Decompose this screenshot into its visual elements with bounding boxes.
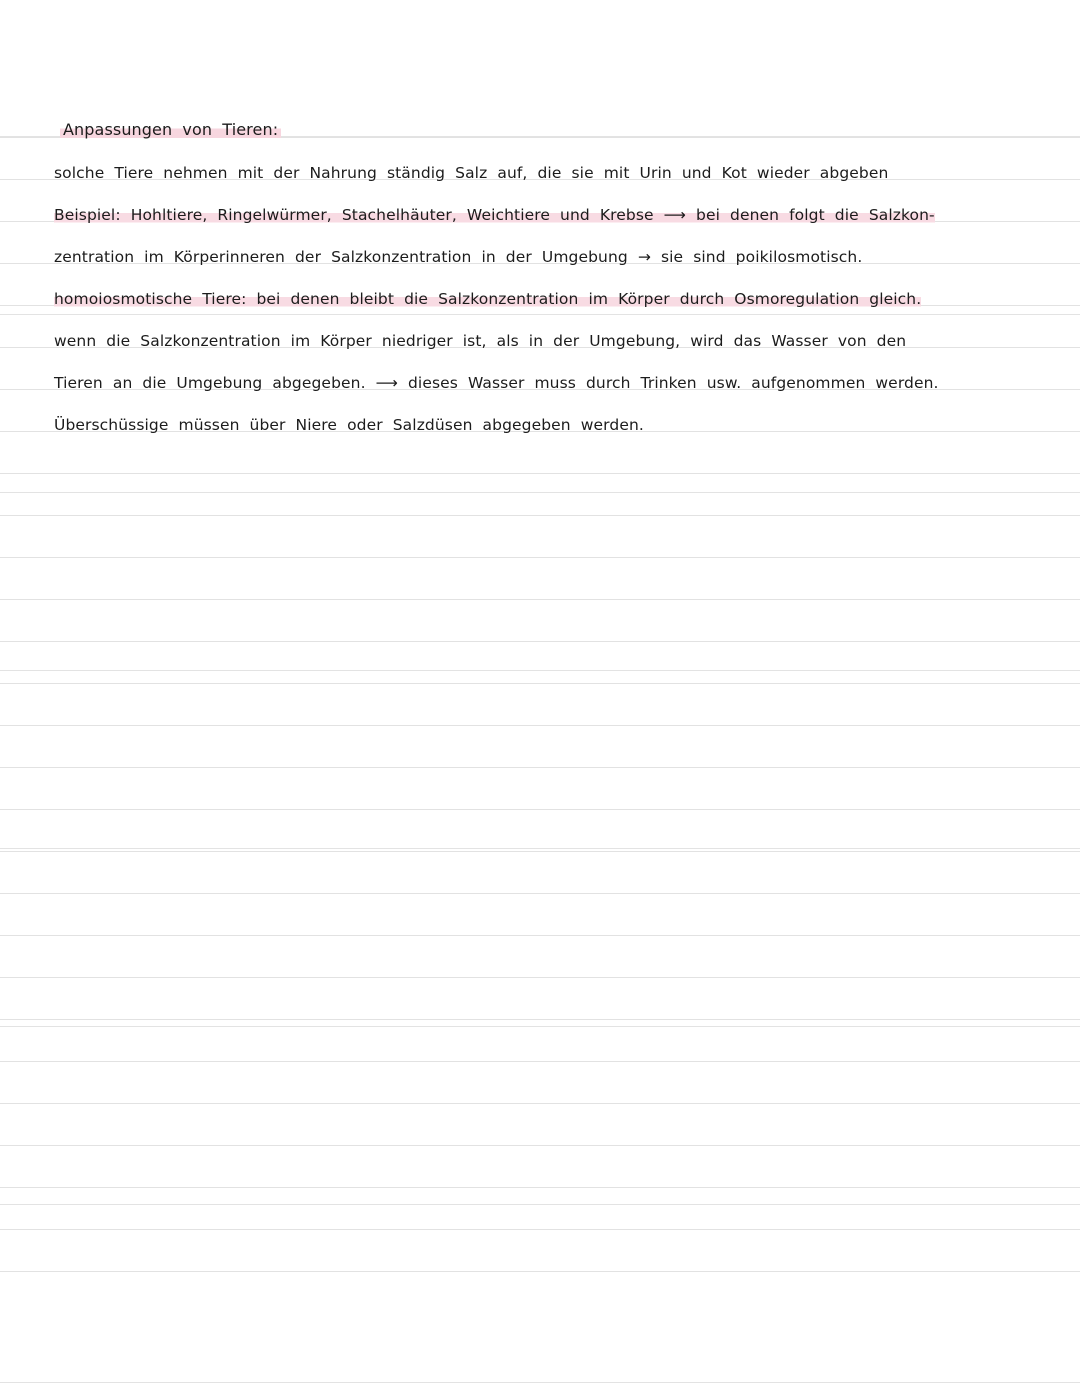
note-heading [60, 120, 1050, 140]
note-line-6: Tieren an die Umgebung abgegeben. ⟶ dieses Wasser muss durch Trinken usw. aufgenommen werden. [54, 374, 939, 392]
note-line-4 [54, 289, 1044, 309]
note-line-5: wenn die Salzkonzentration im Körper niedriger ist, als in der Umgebung, wird das Wasser von den [54, 332, 907, 350]
note-heading-text: Anpassungen von Tieren: [60, 120, 281, 139]
note-line-2-text: Beispiel: Hohltiere, Ringelwürmer, Stachelhäuter, Weichtiere und Krebse ⟶ bei denen folgt die Salzkon- [54, 206, 935, 224]
note-line-3: zentration im Körperinneren der Salzkonzentration in der Umgebung → sie sind poikilosmotisch. [54, 248, 863, 266]
note-line-7: Überschüssige müssen über Niere oder Salzdüsen abgegeben werden. [54, 416, 644, 434]
note-line-4-text: homoiosmotische Tiere: bei denen bleibt die Salzkonzentration im Körper durch Osmoregulation gleich. [54, 290, 922, 308]
note-line-2 [54, 205, 1044, 225]
note-line-1: solche Tiere nehmen mit der Nahrung ständig Salz auf, die sie mit Urin und Kot wieder abgeben [54, 164, 889, 182]
